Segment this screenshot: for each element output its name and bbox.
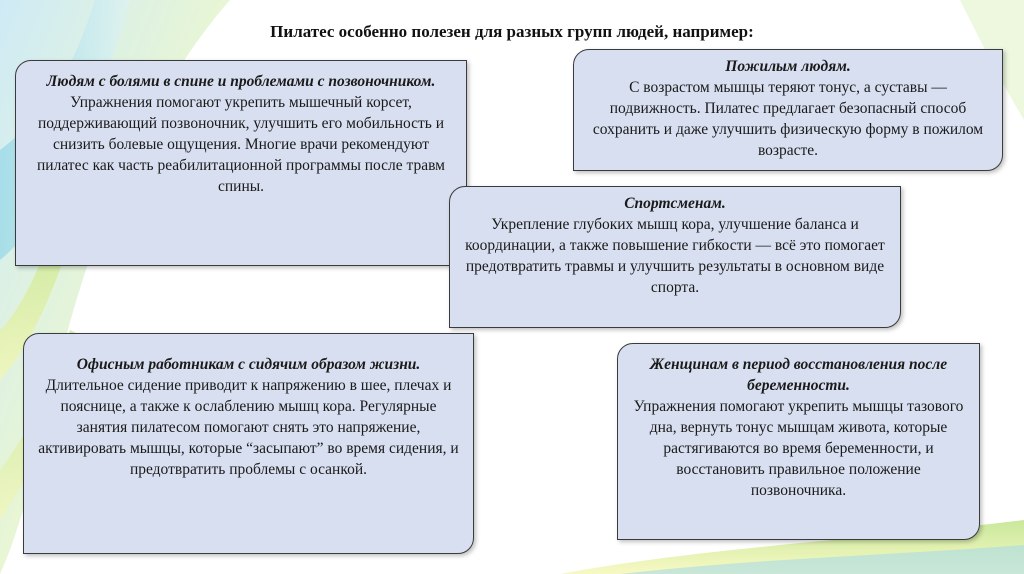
card-text: С возрастом мышцы теряют тонус, а суставы — подвижность. Пилатес предлагает безопасный способ сохранить и даже улучшить физическую форму в пожилом возрасте. <box>592 79 984 159</box>
card-heading: Офисным работникам с сидячим образом жизни. <box>76 356 421 373</box>
card-back-pain <box>15 60 467 266</box>
card-postpartum-women <box>617 343 980 540</box>
card-office-workers <box>23 333 474 554</box>
card-elderly <box>573 49 1003 171</box>
card-heading: Пожилым людям. <box>725 58 851 75</box>
card-heading: Спортсменам. <box>624 195 726 212</box>
card-text: Укрепление глубоких мышц кора, улучшение баланса и координации, а также повышение гибкости — всё это помогает предотвратить травмы и улучшить результаты в основном виде спорта. <box>465 216 885 296</box>
card-heading: Женщинам в период восстановления после беременности. <box>649 356 948 394</box>
card-text: Упражнения помогают укрепить мышцы тазового дна, вернуть тонус мышцам живота, которые растягиваются во время беременности, и восстановить правильное положение позвоночника. <box>633 398 964 499</box>
card-text: Длительное сидение приводит к напряжению в шее, плечах и пояснице, а также к ослаблению мышц кора. Регулярные занятия пилатесом помогают снять это напряжение, активировать мышцы, которые “засыпают” во время сидения, и предотвратить проблемы с осанкой. <box>38 377 459 478</box>
page-title: Пилатес особенно полезен для разных групп людей, например: <box>270 22 754 41</box>
card-athletes <box>449 186 901 328</box>
card-text: Упражнения помогают укрепить мышечный корсет, поддерживающий позвоночник, улучшить его мобильность и снизить болевые ощущения. Многие врачи рекомендуют пилатес как часть реабилитационной программы после травм спины. <box>37 94 445 195</box>
card-heading: Людям с болями в спине и проблемами с позвоночником. <box>46 73 436 90</box>
